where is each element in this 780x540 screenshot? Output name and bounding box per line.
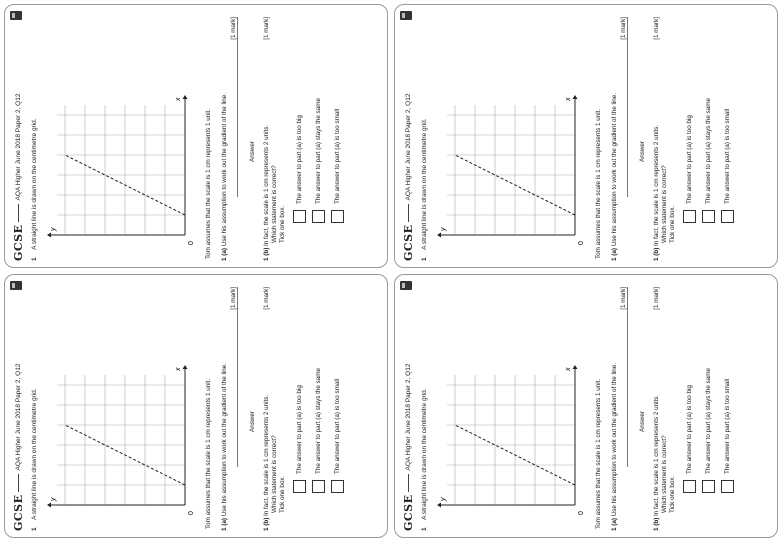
- option-stays-same[interactable]: [699, 98, 718, 223]
- centimetre-grid: [45, 365, 195, 515]
- origin-label: 0: [578, 241, 585, 245]
- tick-box[interactable]: [721, 480, 734, 493]
- part-b-label: 1 (b): [263, 517, 270, 531]
- part-b-line: Which statement is correct?: [271, 165, 278, 243]
- part-a-mark: [1 mark]: [620, 287, 627, 310]
- part-a-mark: [1 mark]: [230, 287, 237, 310]
- y-axis-label: y: [50, 227, 57, 231]
- page-header: [401, 281, 415, 531]
- header-rule: [408, 474, 409, 492]
- exam-source: AQA Higher June 2018 Paper 2, Q12: [404, 93, 412, 201]
- calculator-icon: [400, 11, 412, 20]
- tick-box[interactable]: [683, 480, 696, 493]
- question-number: 1: [31, 257, 38, 261]
- x-axis-label: x: [175, 367, 182, 371]
- question-number: 1: [421, 257, 428, 261]
- answer-label: Answer: [639, 141, 646, 162]
- page-header: [11, 11, 25, 261]
- assumption-text: Tom assumes that the scale is 1 cm represents 1 unit.: [205, 378, 212, 529]
- x-axis-arrow-icon: [573, 95, 578, 99]
- grid-lines: [447, 105, 575, 235]
- part-b-line: Tick one box.: [279, 205, 286, 243]
- question-number: 1: [421, 527, 428, 531]
- part-b-line: Tick one box.: [669, 205, 676, 243]
- part-b-label: 1 (b): [653, 247, 660, 261]
- option-label: The answer to part (a) is too small: [334, 108, 341, 204]
- option-label: The answer to part (a) is too big: [296, 115, 303, 204]
- part-a-text: Use his assumption to work out the gradient of the line.: [221, 92, 228, 247]
- question-intro: [421, 16, 428, 261]
- y-axis-arrow-icon: [437, 233, 441, 238]
- part-a-label: 1 (a): [611, 518, 618, 531]
- page-header: [11, 281, 25, 531]
- header-rule: [408, 204, 409, 222]
- option-too-big[interactable]: [680, 98, 699, 223]
- part-b-mark: [1 mark]: [263, 287, 270, 310]
- y-axis-arrow-icon: [47, 503, 51, 508]
- calculator-icon: [10, 281, 22, 290]
- option-label: The answer to part (a) stays the same: [705, 367, 712, 474]
- tick-box[interactable]: [293, 210, 306, 223]
- question-intro: [421, 286, 428, 531]
- question-text: A straight line is drawn on the centimetre grid.: [31, 118, 38, 250]
- answer-label: Answer: [249, 141, 256, 162]
- tick-options: [680, 368, 737, 493]
- option-too-big[interactable]: [680, 368, 699, 493]
- gcse-brand: GCSE: [401, 494, 415, 531]
- part-b-line: Which statement is correct?: [661, 165, 668, 243]
- part-b-line: Which statement is correct?: [271, 435, 278, 513]
- option-label: The answer to part (a) stays the same: [315, 367, 322, 474]
- part-a-label: 1 (a): [221, 518, 228, 531]
- grid-lines: [447, 375, 575, 505]
- page-header: [401, 11, 415, 261]
- part-a-text: Use his assumption to work out the gradient of the line.: [611, 92, 618, 247]
- y-axis-label: y: [50, 497, 57, 501]
- option-label: The answer to part (a) is too big: [686, 385, 693, 474]
- x-axis-label: x: [175, 97, 182, 101]
- header-rule: [18, 474, 19, 492]
- part-b-line: In fact, the scale is 1 cm represents 2 units.: [653, 394, 660, 516]
- rotated-page-content: [5, 275, 387, 537]
- part-b-mark: [1 mark]: [653, 287, 660, 310]
- tick-box[interactable]: [331, 210, 344, 223]
- x-axis-arrow-icon: [573, 365, 578, 369]
- worksheet-page: [394, 4, 778, 268]
- rotated-page-content: [395, 275, 777, 537]
- gcse-brand: GCSE: [11, 224, 25, 261]
- question-text: A straight line is drawn on the centimetre grid.: [421, 388, 428, 520]
- part-b-line: Tick one box.: [669, 475, 676, 513]
- origin-label: 0: [578, 511, 585, 515]
- option-stays-same[interactable]: [309, 98, 328, 223]
- tick-options: [290, 98, 347, 223]
- part-b-line: In fact, the scale is 1 cm represents 2 units.: [653, 124, 660, 246]
- part-b-mark: [1 mark]: [653, 17, 660, 40]
- option-label: The answer to part (a) is too big: [296, 385, 303, 474]
- answer-label: Answer: [249, 411, 256, 432]
- part-a: [611, 281, 627, 531]
- worksheet-page: [4, 4, 388, 268]
- tick-box[interactable]: [331, 480, 344, 493]
- option-stays-same[interactable]: [699, 368, 718, 493]
- tick-box[interactable]: [293, 480, 306, 493]
- x-axis-label: x: [565, 97, 572, 101]
- rotated-page-content: [395, 5, 777, 267]
- assumption-text: Tom assumes that the scale is 1 cm represents 1 unit.: [205, 108, 212, 259]
- part-a-label: 1 (a): [221, 248, 228, 261]
- option-label: The answer to part (a) stays the same: [705, 97, 712, 204]
- question-number: 1: [31, 527, 38, 531]
- rotated-page-content: [5, 5, 387, 267]
- x-axis-arrow-icon: [183, 365, 188, 369]
- part-b-line: Tick one box.: [279, 475, 286, 513]
- part-b-label: 1 (b): [653, 517, 660, 531]
- assumption-text: Tom assumes that the scale is 1 cm represents 1 unit.: [595, 108, 602, 259]
- centimetre-grid: [45, 95, 195, 245]
- centimetre-grid: [435, 95, 585, 245]
- part-b: [653, 281, 677, 531]
- calculator-icon: [10, 11, 22, 20]
- part-b-label: 1 (b): [263, 247, 270, 261]
- y-axis-arrow-icon: [437, 503, 441, 508]
- part-b: [263, 11, 287, 261]
- answer-line[interactable]: [627, 287, 628, 467]
- centimetre-grid: [435, 365, 585, 515]
- y-axis-arrow-icon: [47, 233, 51, 238]
- tick-options: [290, 368, 347, 493]
- option-label: The answer to part (a) is too big: [686, 115, 693, 204]
- origin-label: 0: [188, 511, 195, 515]
- part-a-text: Use his assumption to work out the gradient of the line.: [221, 362, 228, 517]
- gcse-brand: GCSE: [11, 494, 25, 531]
- answer-line[interactable]: [627, 17, 628, 197]
- question-text: A straight line is drawn on the centimetre grid.: [421, 118, 428, 250]
- worksheet-page: [4, 274, 388, 538]
- option-stays-same[interactable]: [309, 368, 328, 493]
- part-a: [221, 281, 237, 531]
- question-text: A straight line is drawn on the centimetre grid.: [31, 388, 38, 520]
- tick-box[interactable]: [312, 210, 325, 223]
- y-axis-label: y: [440, 227, 447, 231]
- origin-label: 0: [188, 241, 195, 245]
- part-a-label: 1 (a): [611, 248, 618, 261]
- tick-box[interactable]: [721, 210, 734, 223]
- option-label: The answer to part (a) is too small: [724, 108, 731, 204]
- answer-line[interactable]: [237, 287, 238, 467]
- gcse-brand: GCSE: [401, 224, 415, 261]
- part-b-line: In fact, the scale is 1 cm represents 2 units.: [263, 124, 270, 246]
- tick-options: [680, 98, 737, 223]
- option-too-small[interactable]: [328, 368, 347, 493]
- question-intro: [31, 286, 38, 531]
- part-b: [263, 281, 287, 531]
- tick-box[interactable]: [702, 210, 715, 223]
- x-axis-arrow-icon: [183, 95, 188, 99]
- worksheet-page: [394, 274, 778, 538]
- option-label: The answer to part (a) is too small: [334, 378, 341, 474]
- option-label: The answer to part (a) stays the same: [315, 97, 322, 204]
- option-too-small[interactable]: [718, 98, 737, 223]
- assumption-text: Tom assumes that the scale is 1 cm represents 1 unit.: [595, 378, 602, 529]
- answer-label: Answer: [639, 411, 646, 432]
- part-a: [221, 11, 237, 261]
- part-a-mark: [1 mark]: [230, 17, 237, 40]
- question-intro: [31, 16, 38, 261]
- grid-lines: [57, 375, 185, 505]
- option-too-small[interactable]: [718, 368, 737, 493]
- part-a: [611, 11, 627, 261]
- tick-box[interactable]: [312, 480, 325, 493]
- exam-source: AQA Higher June 2018 Paper 2, Q12: [14, 363, 22, 471]
- part-b-line: In fact, the scale is 1 cm represents 2 units.: [263, 394, 270, 516]
- part-a-text: Use his assumption to work out the gradient of the line.: [611, 362, 618, 517]
- option-too-big[interactable]: [290, 368, 309, 493]
- part-b-line: Which statement is correct?: [661, 435, 668, 513]
- part-b-mark: [1 mark]: [263, 17, 270, 40]
- calculator-icon: [400, 281, 412, 290]
- grid-lines: [57, 105, 185, 235]
- exam-source: AQA Higher June 2018 Paper 2, Q12: [14, 93, 22, 201]
- exam-source: AQA Higher June 2018 Paper 2, Q12: [404, 363, 412, 471]
- part-a-mark: [1 mark]: [620, 17, 627, 40]
- header-rule: [18, 204, 19, 222]
- part-b: [653, 11, 677, 261]
- option-too-big[interactable]: [290, 98, 309, 223]
- x-axis-label: x: [565, 367, 572, 371]
- option-too-small[interactable]: [328, 98, 347, 223]
- y-axis-label: y: [440, 497, 447, 501]
- option-label: The answer to part (a) is too small: [724, 378, 731, 474]
- tick-box[interactable]: [702, 480, 715, 493]
- answer-line[interactable]: [237, 17, 238, 197]
- tick-box[interactable]: [683, 210, 696, 223]
